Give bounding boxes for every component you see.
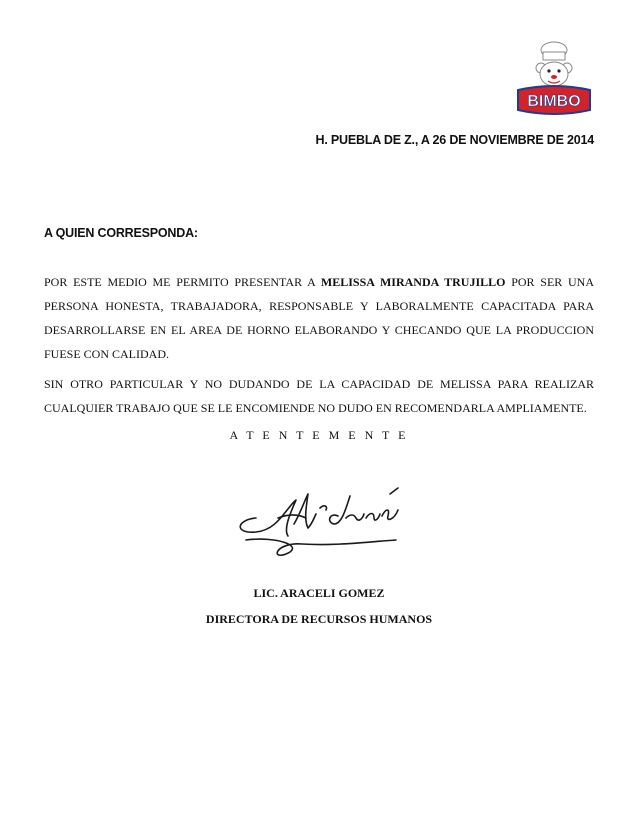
salutation: A QUIEN CORRESPONDA: [44, 226, 198, 240]
candidate-name: MELISSA MIRANDA TRUJILLO [320, 275, 506, 289]
paragraph-intro-end: POR SER UNA PERSONA HONESTA, TRABAJADORA, RESPONSABLE Y LABORALMENTE CAPACITADA PARA DESARROLLARSE EN EL AREA DE HORNO ELABORANDO Y CHECANDO QUE LA PRODUCCION FUESE CON CALIDAD. [44, 275, 594, 361]
signer-title: DIRECTORA DE RECURSOS HUMANOS [205, 612, 433, 626]
closing-atentamente: A T E N T E M E N T E [229, 428, 409, 442]
bimbo-bear-logo-icon [508, 38, 598, 118]
date-line: H. PUEBLA DE Z., A 26 DE NOVIEMBRE DE 2014 [315, 133, 594, 147]
handwritten-signature-icon [226, 478, 416, 568]
paragraph-intro-start: POR ESTE MEDIO ME PERMITO PRESENTAR A [44, 275, 321, 289]
paragraph-introduction [44, 270, 594, 366]
bimbo-logo-text: BIMBO [527, 93, 581, 110]
signer-name: LIC. ARACELI GOMEZ [253, 586, 385, 600]
bimbo-logo [508, 38, 598, 118]
paragraph-recommendation: SIN OTRO PARTICULAR Y NO DUDANDO DE LA CAPACIDAD DE MELISSA PARA REALIZAR CUALQUIER TRABAJO QUE SE LE ENCOMIENDE NO DUDO EN RECOMENDARLA AMPLIAMENTE. [44, 377, 594, 415]
signature [226, 478, 416, 568]
